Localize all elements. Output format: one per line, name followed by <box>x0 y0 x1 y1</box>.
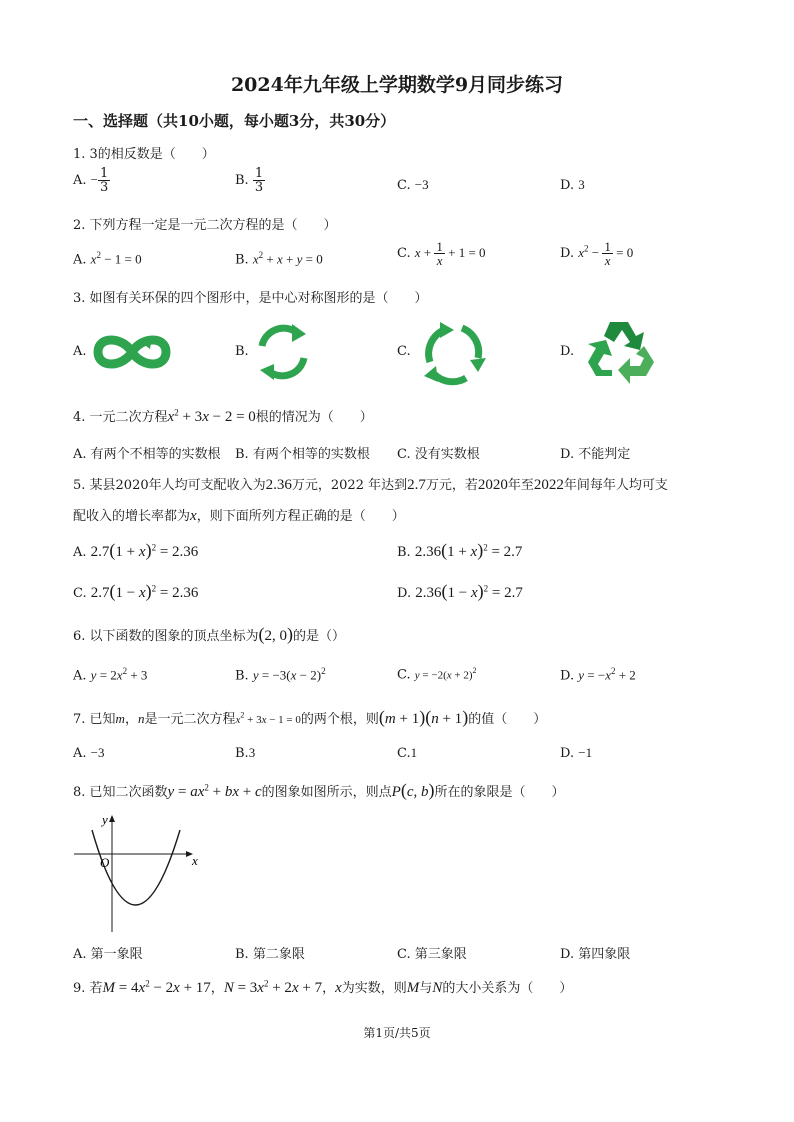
q3-option-d-label[interactable]: D. <box>560 344 575 359</box>
question-1-stem: 1. 3的相反数是（ ） <box>73 147 215 162</box>
page-footer: 第1页/共5页 <box>363 1026 431 1040</box>
stem-text: 为实数，则 <box>341 981 407 996</box>
stem-text: 根的情况为（ ） <box>255 410 373 425</box>
option-label: C. <box>397 746 411 761</box>
question-5-stem-line2: 配收入的增长率都为x，则下面所列方程正确的是（ ） <box>73 508 405 524</box>
q7-option-a[interactable] <box>73 745 105 761</box>
q4-option-c[interactable]: C. 没有实数根 <box>397 447 480 462</box>
stem-text: 的图象如图所示，则点 <box>261 785 392 800</box>
stem-text: ， <box>210 981 224 996</box>
q2-option-d[interactable]: D. $x^2$ − $\frac{1}{x}$ = 0 <box>560 239 634 268</box>
stem-text: 的是（） <box>293 629 346 644</box>
minus-sign: − <box>90 172 99 187</box>
stem-text: 配收入的增长率都为 <box>73 509 191 524</box>
option-label: A. <box>73 668 87 684</box>
option-label: C. <box>397 667 411 683</box>
stem-text: 的值（ ） <box>468 712 547 727</box>
stem-text: 7. 已知 <box>73 712 116 727</box>
stem-text: 9. 若 <box>73 981 103 996</box>
number: 2020 <box>477 477 508 493</box>
q5-option-a[interactable]: A. $2.7(1 + x)^2 = 2.36$ <box>73 540 199 560</box>
option-label: C. <box>397 246 411 261</box>
question-9-stem: 9. 若$M = 4x^2 - 2x + 17$，$N = 3x^2 + 2x + 7$，x为实数，则M与N的大小关系为（ ） <box>73 978 573 996</box>
three-arrows-cycle-icon <box>416 318 490 388</box>
q1-option-d[interactable] <box>560 177 585 193</box>
parabola-graph <box>72 810 207 935</box>
option-label: A. <box>73 252 87 268</box>
q8-option-a[interactable]: A. 第一象限 <box>73 947 143 962</box>
option-label: C. <box>73 586 87 601</box>
stem-text: 的大小关系为（ ） <box>442 981 573 996</box>
stem-text: 万元，2022 年达到 <box>291 478 408 493</box>
number: 2.7 <box>407 477 426 493</box>
stem-text: ，则下面所列方程正确的是（ ） <box>196 509 405 524</box>
option-label: D. <box>560 746 575 761</box>
option-label: B. <box>235 668 249 684</box>
stem-text: 的两个根，则 <box>300 712 379 727</box>
q1-option-a[interactable] <box>73 167 110 194</box>
q4-option-b[interactable]: B. 有两个相等的实数根 <box>235 447 370 462</box>
q7-option-c[interactable] <box>397 745 417 761</box>
q6-option-b[interactable]: B. $y = -3(x - 2)^2$ <box>235 666 326 684</box>
stem-text: 5. 某县2020年人均可支配收入为 <box>73 478 266 493</box>
stem-text: 所在的象限是（ ） <box>434 785 565 800</box>
question-8-stem: 8. 已知二次函数$y = ax^2$ + bx + c的图象如图所示，则点P(c, b)所在的象限是（ ） <box>73 780 565 800</box>
option-label: A. <box>73 746 87 761</box>
q2-option-c[interactable]: C. x + $\frac{1}{x}$ + 1 = 0 <box>397 239 486 268</box>
option-label: B. <box>235 173 249 188</box>
fraction: $\frac{1}{x}$ <box>604 239 611 268</box>
fraction <box>98 167 110 194</box>
recycle-symbol-icon <box>582 316 660 388</box>
option-label: D. <box>560 178 575 193</box>
q2-option-a[interactable]: A. $x^2 - 1 = 0$ <box>73 250 142 268</box>
infinity-recycle-icon <box>92 330 172 374</box>
question-5-stem-line1 <box>73 474 668 494</box>
q8-option-d[interactable]: D. 第四象限 <box>560 947 631 962</box>
number: 2022 <box>533 477 564 493</box>
stem-text: 与 <box>419 981 433 996</box>
q3-option-a-label[interactable]: A. <box>73 344 87 359</box>
q1-option-b[interactable] <box>235 167 265 194</box>
numerator: 1 <box>100 166 109 181</box>
option-label: A. <box>73 545 87 560</box>
question-2-stem: 2. 下列方程一定是一元二次方程的是（ ） <box>73 218 337 233</box>
q1-option-c[interactable] <box>397 177 429 193</box>
option-text: −3 <box>414 177 429 192</box>
stem-text: 6. 以下函数的图象的顶点坐标为 <box>73 629 259 644</box>
stem-text: ， <box>322 981 336 996</box>
q6-option-c[interactable]: C. $y = -2(x + 2)^2$ <box>397 666 477 683</box>
numerator: 1 <box>254 166 264 181</box>
stem-text: 8. 已知二次函数 <box>73 785 168 800</box>
y-axis-label: y <box>102 812 108 827</box>
option-label: B. <box>235 746 249 761</box>
origin-label: O <box>100 855 110 870</box>
option-label: B. <box>397 545 411 560</box>
x-axis-label: x <box>192 853 198 868</box>
q7-option-b[interactable] <box>235 745 255 761</box>
question-3-stem: 3. 如图有关环保的四个图形中，是中心对称图形的是（ ） <box>73 291 428 306</box>
option-label: D. <box>560 246 575 261</box>
option-text: 1 <box>410 745 418 760</box>
q7-option-d[interactable] <box>560 745 592 761</box>
section-heading: 一、选择题（共10小题，每小题3分，共30分） <box>73 112 396 130</box>
question-7-stem: 7. 已知m，n是一元二次方程$x^2 + 3x - 1 = 0$的两个根，则(m + 1)(n + 1)的值（ ） <box>73 707 547 727</box>
q3-option-b-label[interactable]: B. <box>235 344 249 359</box>
option-text: 3 <box>248 745 256 760</box>
option-text: −3 <box>90 745 105 760</box>
fraction: $\frac{1}{x}$ <box>436 239 443 268</box>
option-label: D. <box>397 586 412 601</box>
q4-option-d[interactable]: D. 不能判定 <box>560 447 631 462</box>
option-label: B. <box>235 252 249 268</box>
option-text: −1 <box>578 745 593 760</box>
number: 2.36 <box>265 477 292 493</box>
q8-option-b[interactable]: B. 第二象限 <box>235 947 305 962</box>
question-4-stem: 4. 一元二次方程$x^2 + 3x - 2 = 0$根的情况为（ ） <box>73 407 373 425</box>
q5-option-d[interactable]: D. $2.36(1 - x)^2 = 2.7$ <box>397 581 523 601</box>
question-6-stem: 6. 以下函数的图象的顶点坐标为(2, 0)的是（） <box>73 624 346 644</box>
q6-option-a[interactable]: A. $y = 2x^2 + 3$ <box>73 666 148 684</box>
stem-text: 年至 <box>507 478 534 493</box>
stem-text: 年间每年人均可支 <box>563 478 668 493</box>
fraction <box>253 167 265 194</box>
option-label: D. <box>560 668 575 684</box>
stem-text: 是一元二次方程 <box>144 712 236 727</box>
q5-option-c[interactable]: C. $2.7(1 - x)^2 = 2.36$ <box>73 581 199 601</box>
q6-option-d[interactable]: D. $y = -x^2 + 2$ <box>560 666 636 684</box>
q5-option-b[interactable]: B. $2.36(1 + x)^2 = 2.7$ <box>397 540 523 560</box>
stem-text: 4. 一元二次方程 <box>73 410 168 425</box>
page-title: 2024年九年级上学期数学9月同步练习 <box>230 74 564 96</box>
q3-option-c-label[interactable]: C. <box>397 344 411 359</box>
q2-option-b[interactable]: B. $x^2 + x + y = 0$ <box>235 250 323 268</box>
denominator: 3 <box>254 180 264 195</box>
stem-text: 万元，若 <box>425 478 478 493</box>
q8-option-c[interactable]: C. 第三象限 <box>397 947 467 962</box>
option-text: 3 <box>578 177 585 192</box>
option-label: A. <box>73 173 87 188</box>
two-arrows-cycle-icon <box>252 322 314 382</box>
option-label: C. <box>397 178 411 193</box>
q4-option-a[interactable]: A. 有两个不相等的实数根 <box>73 447 221 462</box>
denominator: 3 <box>100 180 109 195</box>
